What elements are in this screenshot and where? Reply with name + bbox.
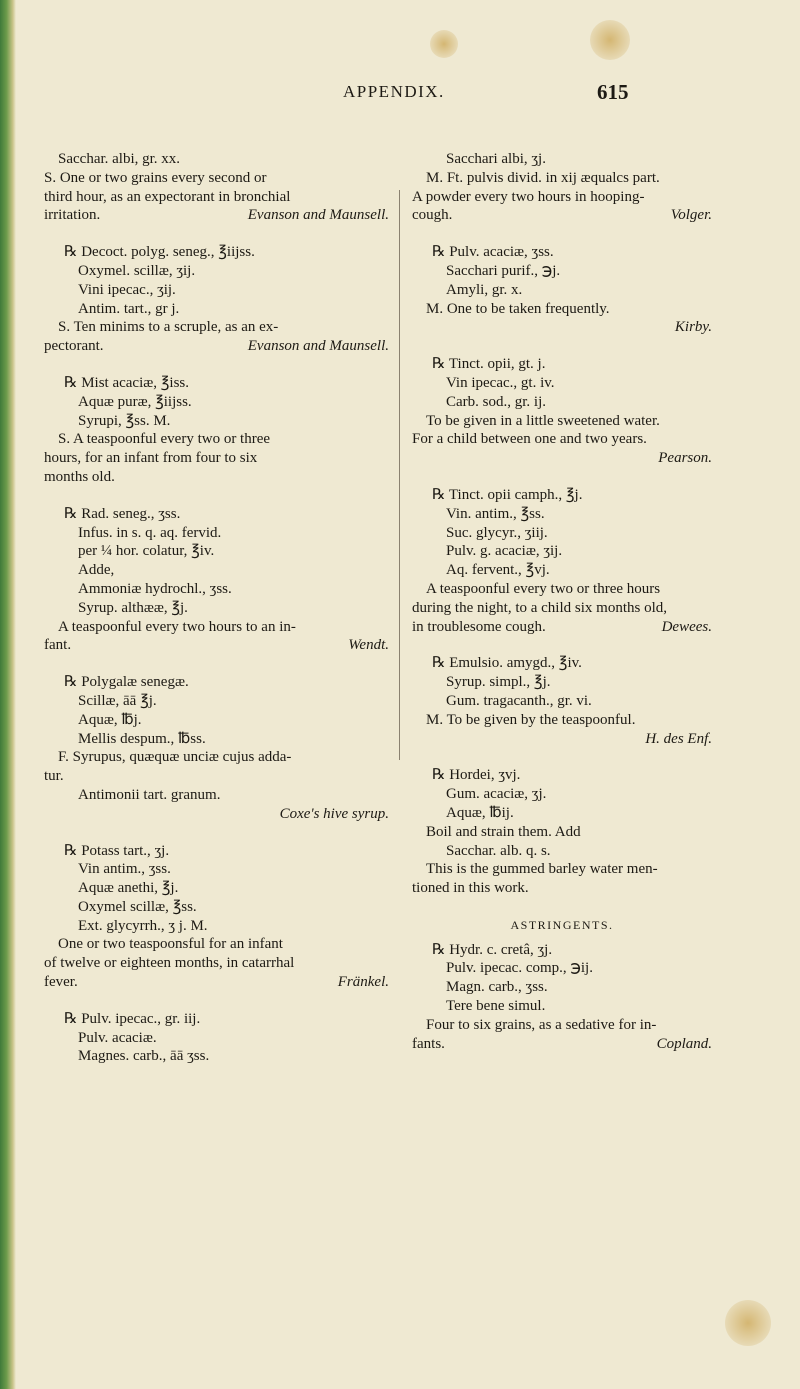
recipe-entry <box>44 374 389 487</box>
ingredient-line: Infus. in s. q. aq. fervid. <box>78 524 222 541</box>
instruction-line: tur. <box>44 768 64 785</box>
author-attribution: Evanson and Maunsell. <box>247 338 389 355</box>
attribution-line <box>412 1035 712 1054</box>
author-attribution: Copland. <box>656 1035 712 1052</box>
instruction-line: To be given in a little sweetened water. <box>426 412 660 429</box>
ingredient-line: Vin ipecac., gt. iv. <box>446 374 555 391</box>
instruction-line: A powder every two hours in hooping- <box>412 188 645 205</box>
recipe-entry <box>44 1010 389 1066</box>
attribution-line <box>44 337 389 356</box>
ingredient-line: Syrup. althææ, ℥j. <box>78 599 188 616</box>
page-header <box>0 80 800 110</box>
prescription-line: ℞ Rad. seneg., ʒss. <box>64 505 181 522</box>
ingredient-line: per ¼ hor. colatur, ℥iv. <box>78 543 215 560</box>
prescription-line: ℞ Polygalæ senegæ. <box>64 674 189 691</box>
author-attribution: Kirby. <box>674 319 712 336</box>
instruction-line: M. Ft. pulvis divid. in xij æqualcs part. <box>426 169 660 186</box>
instruction-line: S. A teaspoonful every two or three <box>58 431 271 448</box>
ingredient-line: Syrup. simpl., ℥j. <box>446 674 551 691</box>
running-head: APPENDIX. <box>343 82 445 101</box>
recipe-entry <box>44 150 389 225</box>
instruction-tail: pectorant. <box>44 338 104 355</box>
ingredient-line: Mellis despum., ℔ss. <box>78 730 206 747</box>
ingredient-line: Ext. glycyrrh., ʒ j. M. <box>78 917 208 934</box>
ingredient-line: Ammoniæ hydrochl., ʒss. <box>78 580 232 597</box>
instruction-line: For a child between one and two years. <box>412 431 647 448</box>
ingredient-line: Aquæ anethi, ℥j. <box>78 880 179 897</box>
ingredient-line: Pulv. g. acaciæ, ʒij. <box>446 543 563 560</box>
instruction-line: Sacchar. albi, gr. xx. <box>58 151 181 167</box>
recipe-entry <box>412 355 712 468</box>
ingredient-line: Vin antim., ʒss. <box>78 861 171 878</box>
instruction-line: months old. <box>44 468 115 485</box>
prescription-line: ℞ Pulv. acaciæ, ʒss. <box>432 244 554 261</box>
instruction-line: F. Syrupus, quæquæ unciæ cujus adda- <box>58 749 292 766</box>
instruction-tail: cough. <box>412 207 453 224</box>
section-heading: ASTRINGENTS. <box>510 917 614 932</box>
ingredient-line: Carb. sod., gr. ij. <box>446 393 546 410</box>
instruction-line: during the night, to a child six months old, <box>412 599 667 616</box>
prescription-line: ℞ Potass tart., ʒj. <box>64 842 170 859</box>
prescription-line: ℞ Emulsio. amygd., ℥iv. <box>432 655 582 672</box>
attribution-line <box>44 636 389 655</box>
ingredient-line: Gum. tragacanth., gr. vi. <box>446 692 592 709</box>
ingredient-line: Adde, <box>78 562 115 579</box>
recipe-entry <box>412 654 712 748</box>
attribution-line <box>44 973 389 992</box>
prescription-line: ℞ Hordei, ʒvj. <box>432 767 521 784</box>
right-column <box>412 150 712 1071</box>
instruction-line: Four to six grains, as a sedative for in- <box>426 1016 657 1033</box>
ingredient-line: Oxymel. scillæ, ʒij. <box>78 262 196 279</box>
instruction-line: One or two teaspoonsful for an infant <box>58 936 283 953</box>
ingredient-line: Gum. acaciæ, ʒj. <box>446 786 547 803</box>
ingredient-line: Magn. carb., ʒss. <box>446 979 548 996</box>
instruction-line: third hour, as an expectorant in bronchial <box>44 188 291 205</box>
ingredient-line: Magnes. carb., āā ʒss. <box>78 1048 210 1065</box>
author-attribution: Dewees. <box>661 618 712 635</box>
ingredient-line: Pulv. acaciæ. <box>78 1029 157 1046</box>
instruction-line: A teaspoonful every two or three hours <box>426 580 661 597</box>
prescription-line: ℞ Pulv. ipecac., gr. iij. <box>64 1010 201 1027</box>
author-attribution: H. des Enf. <box>645 730 712 747</box>
instruction-line: tioned in this work. <box>412 880 529 897</box>
prescription-line: ℞ Decoct. polyg. seneg., ℥iijss. <box>64 244 255 261</box>
instruction-tail: fants. <box>412 1035 445 1052</box>
recipe-entry <box>44 505 389 655</box>
ingredient-line: Oxymel scillæ, ℥ss. <box>78 898 197 915</box>
ingredient-line: Syrupi, ℥ss. M. <box>78 412 171 429</box>
ingredient-line: Aquæ, ℔ij. <box>446 804 514 821</box>
left-column <box>44 150 389 1084</box>
instruction-line: S. Ten minims to a scruple, as an ex- <box>58 319 279 336</box>
column-divider <box>399 190 400 760</box>
ingredient-line: Aq. fervent., ℥vj. <box>446 562 550 579</box>
ingredient-line: Tere bene simul. <box>446 998 546 1015</box>
page-number: 615 <box>597 80 629 104</box>
instruction-line: M. One to be taken frequently. <box>426 300 610 317</box>
instruction-tail: fant. <box>44 637 72 654</box>
recipe-entry <box>44 243 389 356</box>
prescription-line: ℞ Tinct. opii, gt. j. <box>432 356 546 373</box>
instruction-line: S. One or two grains every second or <box>44 169 267 186</box>
prescription-line: ℞ Mist acaciæ, ℥iss. <box>64 374 190 391</box>
ingredient-line: Vin. antim., ℥ss. <box>446 505 545 522</box>
book-spine-edge <box>0 0 16 1389</box>
ingredient-line: Antim. tart., gr j. <box>78 300 180 317</box>
instruction-line: Boil and strain them. Add <box>426 823 581 840</box>
author-attribution: Fränkel. <box>337 974 389 991</box>
instruction-line: of twelve or eighteen months, in catarrhal <box>44 955 295 972</box>
ingredient-line: Sacchari albi, ʒj. <box>446 151 546 167</box>
instruction-tail: in troublesome cough. <box>412 618 546 635</box>
attribution-line <box>412 206 712 225</box>
ingredient-line: Antimonii tart. granum. <box>78 786 221 803</box>
prescription-line: ℞ Hydr. c. cretâ, ʒj. <box>432 941 553 958</box>
author-attribution: Pearson. <box>658 450 712 467</box>
instruction-line: A teaspoonful every two hours to an in- <box>58 618 296 635</box>
author-attribution: Wendt. <box>348 637 389 654</box>
ingredient-line: Vini ipecac., ʒij. <box>78 281 176 298</box>
instruction-tail: irritation. <box>44 207 101 224</box>
recipe-entry <box>412 243 712 337</box>
ingredient-line: Aquæ, ℔j. <box>78 711 142 728</box>
ingredient-line: Sacchari purif., ℈j. <box>446 262 561 279</box>
instruction-line: M. To be given by the teaspoonful. <box>426 711 636 728</box>
ink-stain <box>590 20 630 60</box>
ingredient-line: Suc. glycyr., ʒiij. <box>446 524 548 541</box>
ink-stain <box>725 1300 771 1346</box>
attribution-line <box>412 618 712 637</box>
recipe-entry <box>412 766 712 898</box>
attribution-line <box>44 206 389 225</box>
ingredient-line: Scillæ, āā ℥j. <box>78 692 157 709</box>
author-attribution: Coxe's hive syrup. <box>279 805 389 822</box>
recipe-entry <box>44 842 389 992</box>
ink-stain <box>430 30 458 58</box>
instruction-line: This is the gummed barley water men- <box>426 861 658 878</box>
recipe-entry <box>44 673 389 823</box>
ingredient-line: Aquæ puræ, ℥iijss. <box>78 393 192 410</box>
instruction-line: hours, for an infant from four to six <box>44 450 258 467</box>
ingredient-line: Pulv. ipecac. comp., ℈ij. <box>446 960 593 977</box>
recipe-entry <box>412 150 712 225</box>
ingredient-line: Sacchar. alb. q. s. <box>446 842 551 859</box>
author-attribution: Volger. <box>670 207 712 224</box>
recipe-entry <box>412 941 712 1054</box>
instruction-tail: fever. <box>44 974 78 991</box>
ingredient-line: Amyli, gr. x. <box>446 281 523 298</box>
prescription-line: ℞ Tinct. opii camph., ℥j. <box>432 486 583 503</box>
recipe-entry <box>412 486 712 636</box>
author-attribution: Evanson and Maunsell. <box>247 207 389 224</box>
